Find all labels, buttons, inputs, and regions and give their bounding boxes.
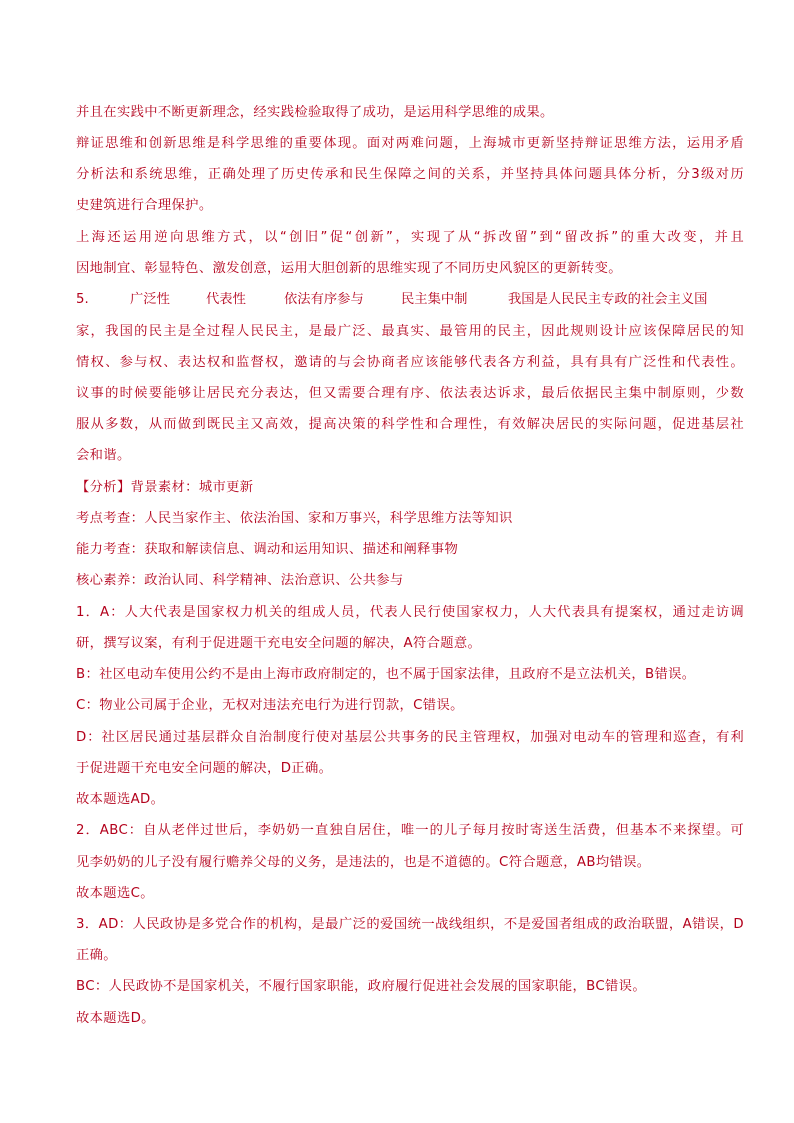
text-line: 故本题选D。 [76,1011,155,1026]
text-line: 于促进题干充电安全问题的解决，D正确。 [76,761,333,776]
text-line: 并且在实践中不断更新理念，经实践检验取得了成功，是运用科学思维的成果。 [76,105,554,120]
text-line: 辩证思维和创新思维是科学思维的重要体现。面对两难问题，上海城市更新坚持辩证思维方法，运用矛盾 [76,136,744,151]
item-number: 5. [76,292,89,307]
text-line: 上海还运用逆向思维方式，以“创旧”促“创新”，实现了从“拆改留”到“留改拆”的重大改变，并且 [76,230,744,245]
answer-text: 我国是人民民主专政的社会主义国 [508,292,708,307]
text-line: 分析法和系统思维，正确处理了历史传承和民生保障之间的关系，并坚持具体问题具体分析，分3级对历 [76,167,744,182]
fill-answer: 代表性 [206,292,246,307]
text-line: C：物业公司属于企业，无权对违法充电行为进行罚款，C错误。 [76,698,464,713]
fill-answer: 广泛性 [130,292,170,307]
text-line: 正确。 [76,948,117,963]
text-line: 研，撰写议案，有利于促进题干充电安全问题的解决，A符合题意。 [76,636,482,651]
text-line: 3．AD：人民政协是多党合作的机构，是最广泛的爱国统一战线组织，不是爱国者组成的政治联盟，A错误，D [76,917,744,932]
text-line: 故本题选C。 [76,886,154,901]
text-line: 见李奶奶的儿子没有履行赡养父母的义务，是违法的，也是不道德的。C符合题意，AB均错误。 [76,855,651,870]
text-line: D：社区居民通过基层群众自治制度行使对基层公共事务的民主管理权，加强对电动车的管理和巡查，有利 [76,730,744,745]
text-line: 会和谐。 [76,448,131,463]
analysis-heading: 【分析】背景素材：城市更新 [76,480,254,495]
text-line: 能力考查：获取和解读信息、调动和运用知识、描述和阐释事物 [76,542,459,557]
text-line: 情权、参与权、表达权和监督权，邀请的与会协商者应该能够代表各方利益，具有具有广泛性和代表性。 [76,355,744,370]
text-line: 家，我国的民主是全过程人民民主，是最广泛、最真实、最管用的民主，因此规则设计应该保障居民的知 [76,324,744,339]
text-line: 1．A：人大代表是国家权力机关的组成人员，代表人民行使国家权力，人大代表具有提案权，通过走访调 [76,605,744,620]
text-line: 2．ABC：自从老伴过世后，李奶奶一直独自居住，唯一的儿子每月按时寄送生活费，但基本不来探望。可 [76,823,744,838]
text-line: 服从多数，从而做到既民主又高效，提高决策的科学性和合理性，有效解决居民的实际问题，促进基层社 [76,417,744,432]
text-line: 议事的时候要能够让居民充分表达，但又需要合理有序、依法表达诉求，最后依据民主集中制原则，少数 [76,386,744,401]
text-line: 核心素养：政治认同、科学精神、法治意识、公共参与 [76,573,404,588]
text-line: 史建筑进行合理保护。 [76,198,213,213]
text-line: B：社区电动车使用公约不是由上海市政府制定的，也不属于国家法律，且政府不是立法机关，B错误。 [76,667,696,682]
fill-answer: 依法有序参与 [284,292,364,307]
text-line: 故本题选AD。 [76,792,165,807]
fill-answer: 民主集中制 [401,292,468,307]
text-line: 考点考查：人民当家作主、依法治国、家和万事兴，科学思维方法等知识 [76,511,513,526]
text-line: BC：人民政协不是国家机关，不履行国家职能，政府履行促进社会发展的国家职能，BC错误。 [76,979,646,994]
text-line: 因地制宜、彰显特色、激发创意，运用大胆创新的思维实现了不同历史风貌区的更新转变。 [76,261,622,276]
